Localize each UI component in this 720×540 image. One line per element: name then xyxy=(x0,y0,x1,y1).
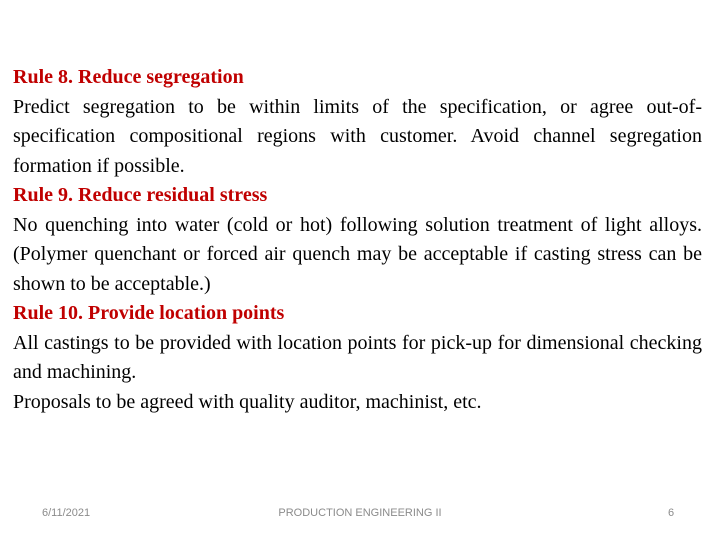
rule-10-heading: Rule 10. Provide location points xyxy=(13,302,285,324)
slide-content xyxy=(13,63,702,417)
rule-8-body: Predict segregation to be within limits of the specification, or agree out-of-specification compositional regions with customer. Avoid channel segregation formation if possible. xyxy=(13,95,702,177)
footer-date: 6/11/2021 xyxy=(42,507,91,519)
rule-10-extra: Proposals to be agreed with quality auditor, machinist, etc. xyxy=(13,390,482,413)
rule-8-heading: Rule 8. Reduce segregation xyxy=(13,66,244,88)
rule-9-body: No quenching into water (cold or hot) following solution treatment of light alloys. (Polymer quenchant or forced air quench may be acceptable if casting stress can be shown to be acceptable.) xyxy=(13,213,702,295)
page-number: 6 xyxy=(668,507,675,519)
rule-10-body: All castings to be provided with location points for pick-up for dimensional checking and machining. xyxy=(13,331,702,383)
rule-9-heading: Rule 9. Reduce residual stress xyxy=(13,184,268,206)
footer-title: PRODUCTION ENGINEERING II xyxy=(278,507,442,519)
